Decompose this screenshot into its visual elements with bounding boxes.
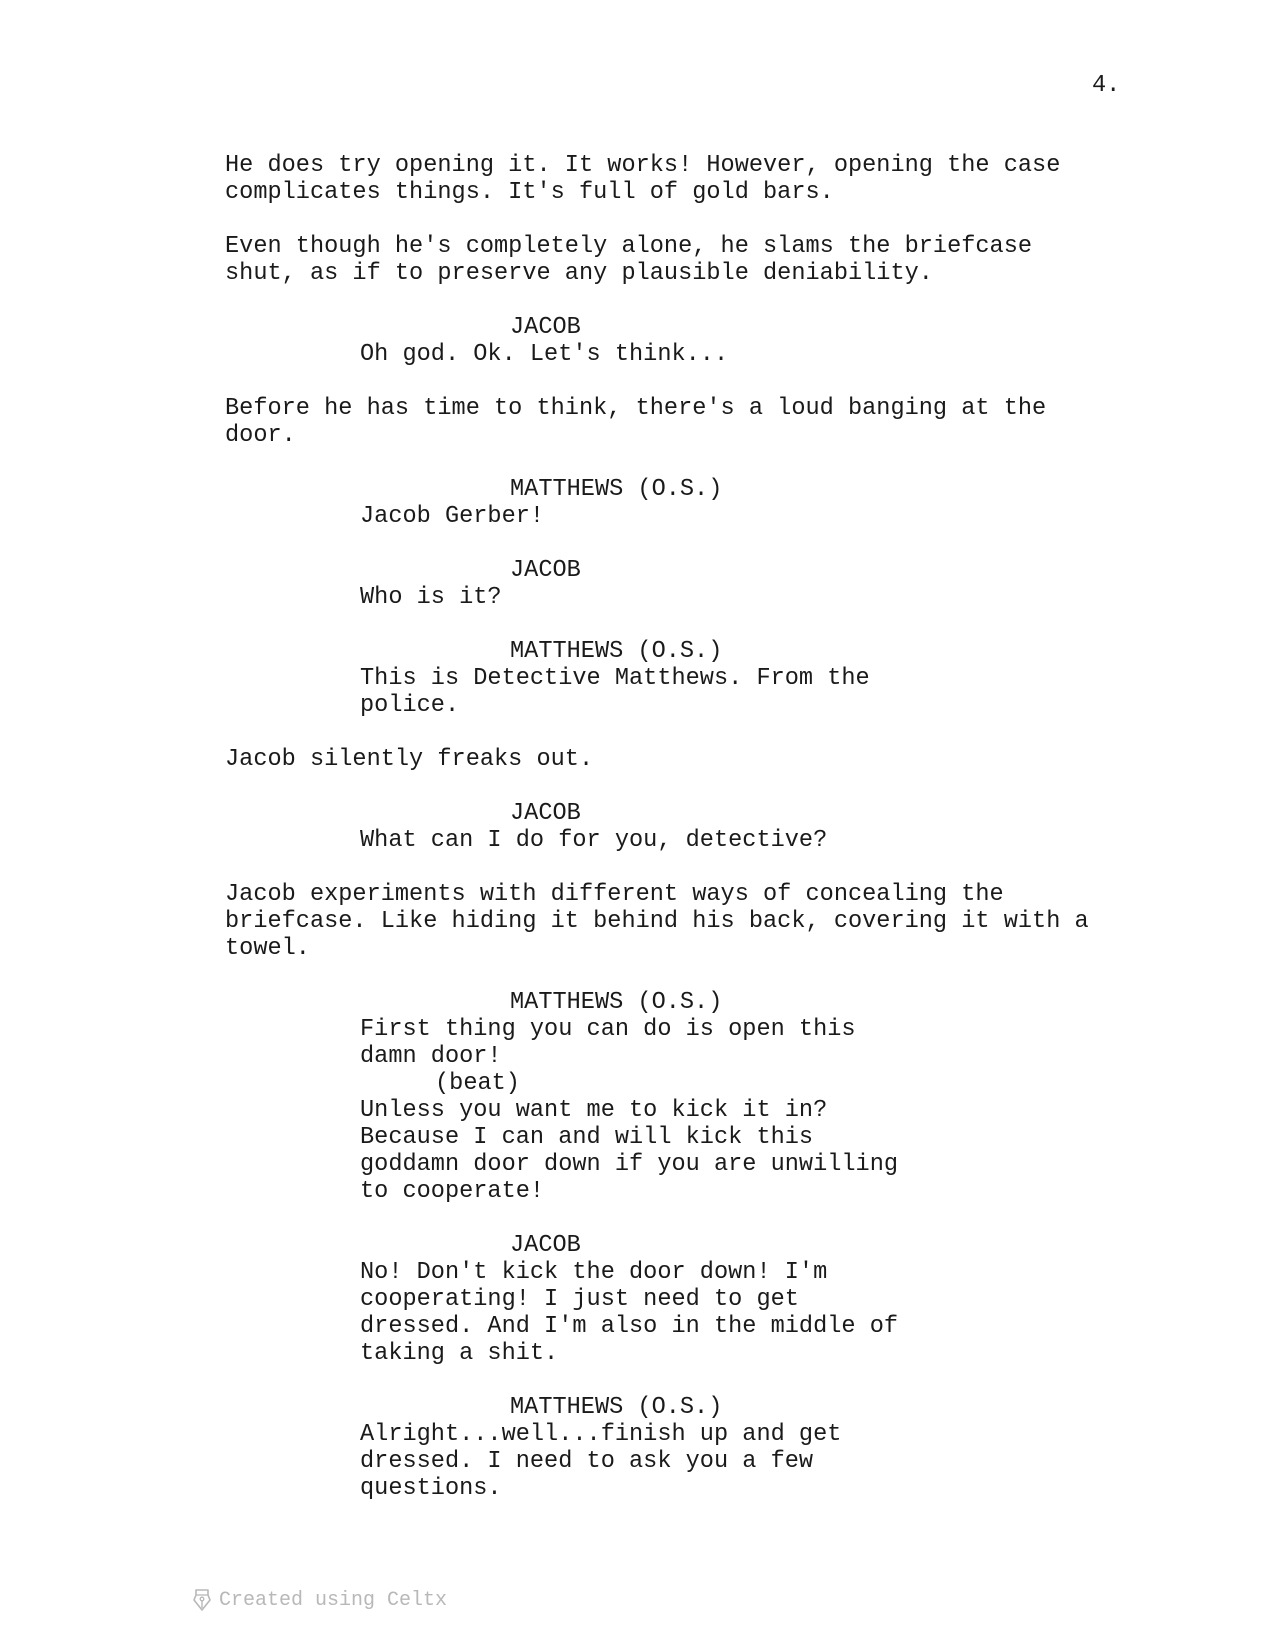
character-name: JACOB: [510, 314, 581, 341]
celtx-footer: [193, 1588, 447, 1612]
dialogue: Who is it?: [360, 584, 502, 611]
parenthetical: (beat): [435, 1070, 520, 1097]
dialogue: First thing you can do is open this damn door!: [360, 1016, 856, 1070]
character-name: MATTHEWS (O.S.): [510, 476, 723, 503]
action-line: Even though he's completely alone, he slams the briefcase shut, as if to preserve any plausible deniability.: [225, 233, 1033, 287]
character-name: MATTHEWS (O.S.): [510, 1394, 723, 1421]
dialogue: Unless you want me to kick it in? Because I can and will kick this goddamn door down if you are unwilling to cooperate!: [360, 1097, 899, 1205]
character-name: JACOB: [510, 1232, 581, 1259]
dialogue: Oh god. Ok. Let's think...: [360, 341, 729, 368]
action-line: Jacob experiments with different ways of concealing the briefcase. Like hiding it behind his back, covering it with a towel.: [225, 881, 1089, 962]
dialogue: What can I do for you, detective?: [360, 827, 828, 854]
page-number: 4.: [1092, 72, 1121, 99]
screenplay-body: [0, 152, 1275, 1502]
dialogue: This is Detective Matthews. From the police.: [360, 665, 870, 719]
character-name: JACOB: [510, 557, 581, 584]
character-name: MATTHEWS (O.S.): [510, 989, 723, 1016]
dialogue: Alright...well...finish up and get dressed. I need to ask you a few questions.: [360, 1421, 842, 1502]
character-name: MATTHEWS (O.S.): [510, 638, 723, 665]
action-line: Before he has time to think, there's a loud banging at the door.: [225, 395, 1047, 449]
dialogue: Jacob Gerber!: [360, 503, 545, 530]
footer-text: Created using Celtx: [219, 1588, 448, 1612]
celtx-pen-icon: [193, 1588, 211, 1612]
character-name: JACOB: [510, 800, 581, 827]
dialogue: No! Don't kick the door down! I'm cooperating! I just need to get dressed. And I'm also in the middle of taking a shit.: [360, 1259, 899, 1367]
action-line: He does try opening it. It works! However, opening the case complicates things. It's full of gold bars.: [225, 152, 1061, 206]
action-line: Jacob silently freaks out.: [225, 746, 594, 773]
